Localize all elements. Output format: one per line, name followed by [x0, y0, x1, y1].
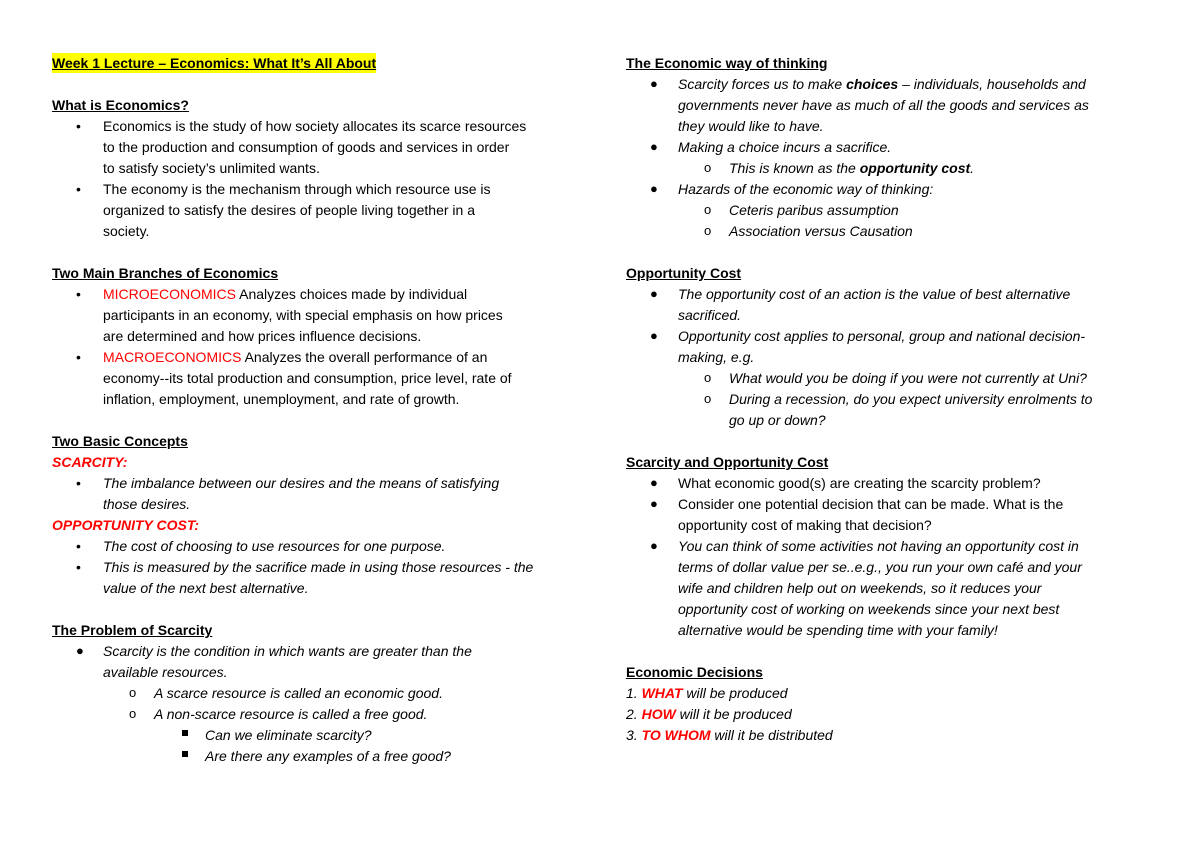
cafe-example-line-5: alternative would be spending time with your family! [678, 622, 998, 638]
economics-definition-line-1: Economics is the study of how society allocates its scarce resources [103, 118, 527, 134]
macro-line-1 [103, 347, 487, 367]
opportunity-cost-def-2-line-2: value of the next best alternative. [103, 580, 309, 596]
opp-def-line-1: The opportunity cost of an action is the value of best alternative [678, 286, 1071, 302]
macro-line-3: inflation, employment, unemployment, and rate of growth. [103, 391, 460, 407]
opportunity-cost-def-2-line-1: This is measured by the sacrifice made in using those resources - the [103, 559, 534, 575]
choices-term: choices [846, 76, 899, 92]
cafe-example-line-1: You can think of some activities not having an opportunity cost in [678, 538, 1079, 554]
choices-line-1 [678, 74, 1086, 94]
bullet-square-icon [182, 730, 188, 736]
bullet-disc-icon: ● [650, 286, 658, 301]
microeconomics-term: MICROECONOMICS [103, 286, 236, 302]
scarcity-definition-line-2: those desires. [103, 496, 191, 512]
bullet-circle-icon: o [704, 370, 712, 385]
uni-question: What would you be doing if you were not currently at Uni? [729, 370, 1087, 386]
economic-goods-question: What economic good(s) are creating the scarcity problem? [678, 475, 1041, 491]
opportunity-cost-def-1: The cost of choosing to use resources for one purpose. [103, 538, 446, 554]
economics-definition-line-2: to the production and consumption of goods and services in order [103, 139, 510, 155]
eliminate-scarcity-question: Can we eliminate scarcity? [205, 727, 372, 743]
choices-line-2: governments never have as much of all the goods and services as [678, 97, 1089, 113]
branches-heading: Two Main Branches of Economics [52, 265, 279, 281]
problem-of-scarcity-heading: The Problem of Scarcity [52, 622, 213, 638]
bullet-disc-icon: ● [650, 496, 658, 511]
bullet-square-icon [182, 751, 188, 757]
decision-text: will it be produced [675, 706, 792, 722]
decision-what [626, 683, 788, 703]
decision-keyword: TO WHOM [641, 727, 711, 743]
choices-post: – individuals, households and [898, 76, 1086, 92]
scarcity-definition-line-1: The imbalance between our desires and the means of satisfying [103, 475, 500, 491]
decision-number: 1. [626, 685, 642, 701]
scarcity-label: SCARCITY: [52, 454, 128, 470]
economics-definition-line-3: to satisfy society’s unlimited wants. [103, 160, 320, 176]
micro-line-3: are determined and how prices influence decisions. [103, 328, 422, 344]
decision-keyword: HOW [641, 706, 676, 722]
bullet-circle-icon: o [129, 706, 137, 721]
scarcity-opportunity-heading: Scarcity and Opportunity Cost [626, 454, 829, 470]
macro-line-2: economy--its total production and consumption, price level, rate of [103, 370, 512, 386]
cafe-example-line-3: wife and children help out on weekends, so it reduces your [678, 580, 1042, 596]
scarcity-condition-line-2: available resources. [103, 664, 228, 680]
decision-text: will it be distributed [710, 727, 833, 743]
bullet-disc-icon: ● [76, 643, 84, 658]
decision-question-line-2: opportunity cost of making that decision? [678, 517, 932, 533]
cafe-example-line-4: opportunity cost of working on weekends since your next best [678, 601, 1060, 617]
bullet-disc-icon: ● [650, 181, 658, 196]
recession-question-line-1: During a recession, do you expect university enrolments to [729, 391, 1093, 407]
bullet-circle-icon: o [704, 391, 712, 406]
basic-concepts-heading: Two Basic Concepts [52, 433, 188, 449]
bullet-dot-icon: • [76, 475, 81, 491]
choices-pre: Scarcity forces us to make [678, 76, 847, 92]
macro-text: Analyzes the overall performance of an [241, 349, 488, 365]
bullet-dot-icon: • [76, 538, 81, 554]
decision-to-whom [626, 725, 833, 745]
opportunity-cost-term: opportunity cost [859, 160, 971, 176]
bullet-disc-icon: ● [650, 475, 658, 490]
known-pre: This is known as the [729, 160, 860, 176]
opp-applies-line-1: Opportunity cost applies to personal, group and national decision- [678, 328, 1086, 344]
macroeconomics-term: MACROECONOMICS [103, 349, 242, 365]
decision-question-line-1: Consider one potential decision that can be made. What is the [678, 496, 1064, 512]
bullet-circle-icon: o [129, 685, 137, 700]
opp-applies-line-2: making, e.g. [678, 349, 755, 365]
bullet-dot-icon: • [76, 559, 81, 575]
what-is-economics-heading: What is Economics? [52, 97, 189, 113]
micro-line-1 [103, 284, 467, 304]
ceteris-paribus-item: Ceteris paribus assumption [729, 202, 899, 218]
economy-definition-line-1: The economy is the mechanism through which resource use is [103, 181, 491, 197]
economic-thinking-heading: The Economic way of thinking [626, 55, 828, 71]
economic-decisions-heading: Economic Decisions [626, 664, 763, 680]
decision-text: will be produced [682, 685, 788, 701]
opportunity-cost-known-item [729, 158, 974, 178]
bullet-dot-icon: • [76, 349, 81, 365]
decision-number: 2. [626, 706, 642, 722]
known-post: . [970, 160, 975, 176]
opportunity-cost-label: OPPORTUNITY COST: [52, 517, 200, 533]
bullet-dot-icon: • [76, 286, 81, 302]
sacrifice-item: Making a choice incurs a sacrifice. [678, 139, 892, 155]
hazards-item: Hazards of the economic way of thinking: [678, 181, 934, 197]
bullet-circle-icon: o [704, 160, 712, 175]
bullet-dot-icon: • [76, 181, 81, 197]
scarce-resource-item: A scarce resource is called an economic good. [154, 685, 443, 701]
bullet-dot-icon: • [76, 118, 81, 134]
cafe-example-line-2: terms of dollar value per se..e.g., you run your own café and your [678, 559, 1082, 575]
bullet-disc-icon: ● [650, 538, 658, 553]
bullet-disc-icon: ● [650, 139, 658, 154]
decision-keyword: WHAT [641, 685, 683, 701]
bullet-disc-icon: ● [650, 328, 658, 343]
bullet-disc-icon: ● [650, 76, 658, 91]
bullet-circle-icon: o [704, 223, 712, 238]
opportunity-cost-heading: Opportunity Cost [626, 265, 742, 281]
non-scarce-resource-item: A non-scarce resource is called a free good. [154, 706, 428, 722]
micro-line-2: participants in an economy, with special emphasis on how prices [103, 307, 503, 323]
free-good-question: Are there any examples of a free good? [205, 748, 451, 764]
scarcity-condition-line-1: Scarcity is the condition in which wants are greater than the [103, 643, 472, 659]
page-title: Week 1 Lecture – Economics: What It’s All About [52, 55, 377, 71]
bullet-circle-icon: o [704, 202, 712, 217]
recession-question-line-2: go up or down? [729, 412, 826, 428]
association-causation-item: Association versus Causation [729, 223, 913, 239]
decision-how [626, 704, 792, 724]
economy-definition-line-2: organized to satisfy the desires of people living together in a [103, 202, 476, 218]
decision-number: 3. [626, 727, 642, 743]
economy-definition-line-3: society. [103, 223, 150, 239]
opp-def-line-2: sacrificed. [678, 307, 742, 323]
micro-text: Analyzes choices made by individual [236, 286, 468, 302]
choices-line-3: they would like to have. [678, 118, 824, 134]
